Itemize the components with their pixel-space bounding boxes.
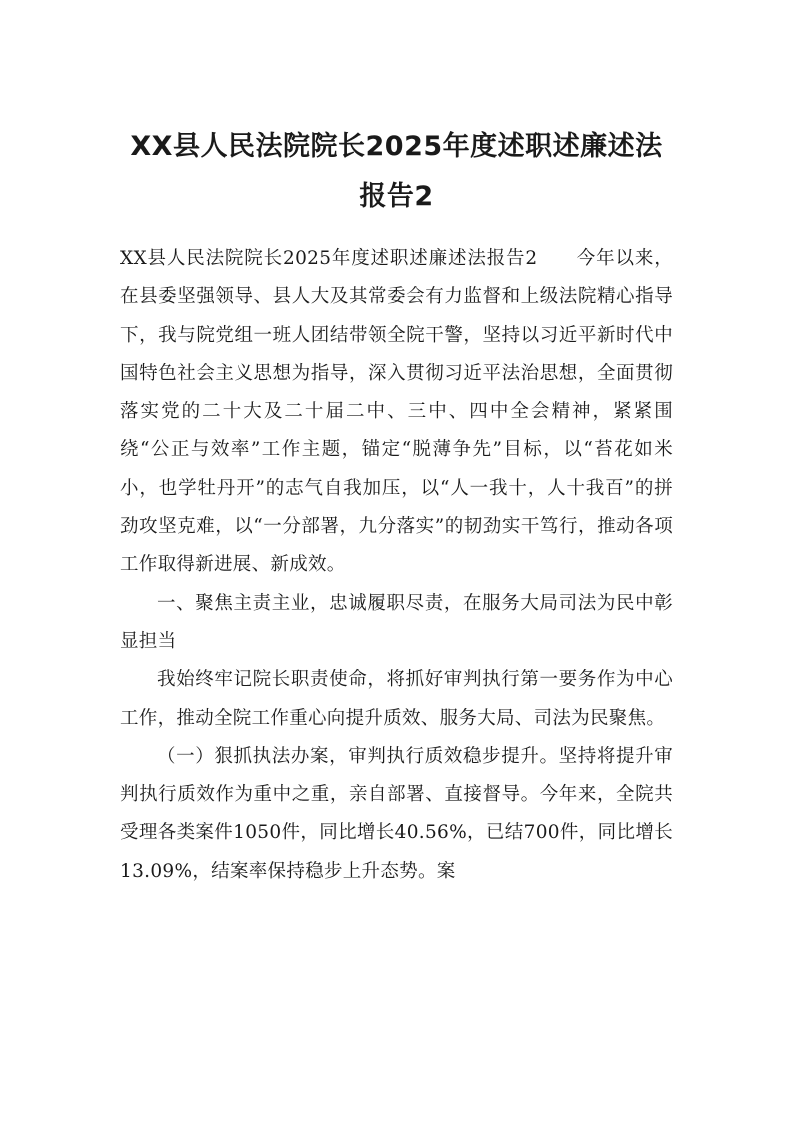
document-title	[120, 122, 673, 222]
title-line-1: XX县人民法院院长2025年度述职述廉述法	[130, 131, 663, 162]
body-paragraph: 我始终牢记院长职责使命，将抓好审判执行第一要务作为中心工作，推动全院工作重心向提升质效、服务大局、司法为民聚焦。	[120, 669, 673, 729]
intro-paragraph: XX县人民法院院长2025年度述职述廉述法报告2 今年以来，在县委坚强领导、县人大及其常委会有力监督和上级法院精心指导下，我与院党组一班人团结带领全院干警，坚持以习近平新时代中国特色社会主义思想为指导，深入贯彻习近平法治思想，全面贯彻落实党的二十大及二十届二中、三中、四中全会精神，紧紧围绕“公正与效率”工作主题，锚定“脱薄争先”目标，以“苔花如米小，也学牡丹开”的志气自我加压，以“人一我十，人十我百”的拼劲攻坚克难，以“一分部署，九分落实”的韧劲实干笃行，推动各项工作取得新进展、新成效。	[120, 248, 673, 576]
section-heading-1: 一、聚焦主责主业，忠诚履职尽责，在服务大局司法为民中彰显担当	[120, 592, 673, 652]
subsection-paragraph: （一）狠抓执法办案，审判执行质效稳步提升。坚持将提升审判执行质效作为重中之重，亲自部署、直接督导。今年来，全院共受理各类案件1050件，同比增长40.56%，已结700件，同比增长13.09%，结案率保持稳步上升态势。案	[120, 745, 673, 882]
title-line-2: 报告2	[359, 181, 434, 212]
document-page	[120, 122, 673, 891]
